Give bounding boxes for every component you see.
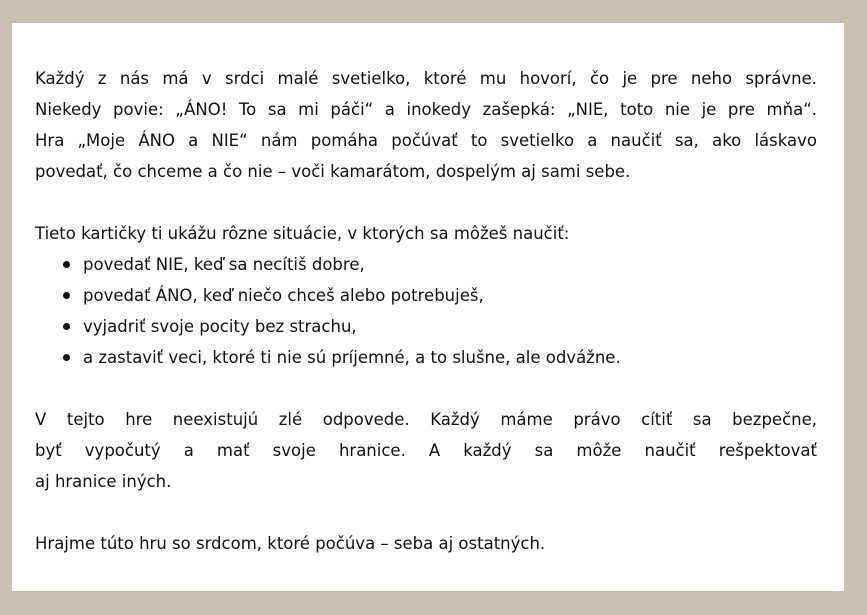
intro-line-2: Niekedy povie: „ÁNO! To sa mi páči“ a inokedy zašepká: „NIE, toto nie je pre mňa“. (35, 100, 817, 119)
rules-line-2: byť vypočutý a mať svoje hranice. A každý sa môže naučiť rešpektovať (35, 441, 817, 460)
paragraph-gap (35, 187, 817, 218)
intro-line-3: Hra „Moje ÁNO a NIE“ nám pomáha počúvať to svetielko a naučiť sa, ako láskavo (35, 131, 817, 150)
closing-line: Hrajme túto hru so srdcom, ktoré počúva – seba aj ostatných. (35, 534, 546, 553)
paragraph-gap (35, 497, 817, 528)
rules-line-1: V tejto hre neexistujú zlé odpovede. Každý máme právo cítiť sa bezpečne, (35, 410, 817, 429)
list-item: a zastaviť veci, ktoré ti nie sú príjemné, a to slušne, ale odvážne. (63, 342, 817, 373)
situations-lead: Tieto kartičky ti ukážu rôzne situácie, v ktorých sa môžeš naučiť: (35, 224, 570, 243)
list-item: povedať NIE, keď sa necítiš dobre, (63, 249, 817, 280)
intro-line-4: povedať, čo chceme a čo nie – voči kamarátom, dospelým aj sami sebe. (35, 162, 631, 181)
list-item: povedať ÁNO, keď niečo chceš alebo potrebuješ, (63, 280, 817, 311)
list-item: vyjadriť svoje pocity bez strachu, (63, 311, 817, 342)
text-card (12, 23, 844, 591)
situations-list (35, 249, 817, 373)
paragraph-gap (35, 373, 817, 404)
intro-line-1: Každý z nás má v srdci malé svetielko, ktoré mu hovorí, čo je pre neho správne. (35, 69, 817, 88)
rules-line-3: aj hranice iných. (35, 472, 172, 491)
